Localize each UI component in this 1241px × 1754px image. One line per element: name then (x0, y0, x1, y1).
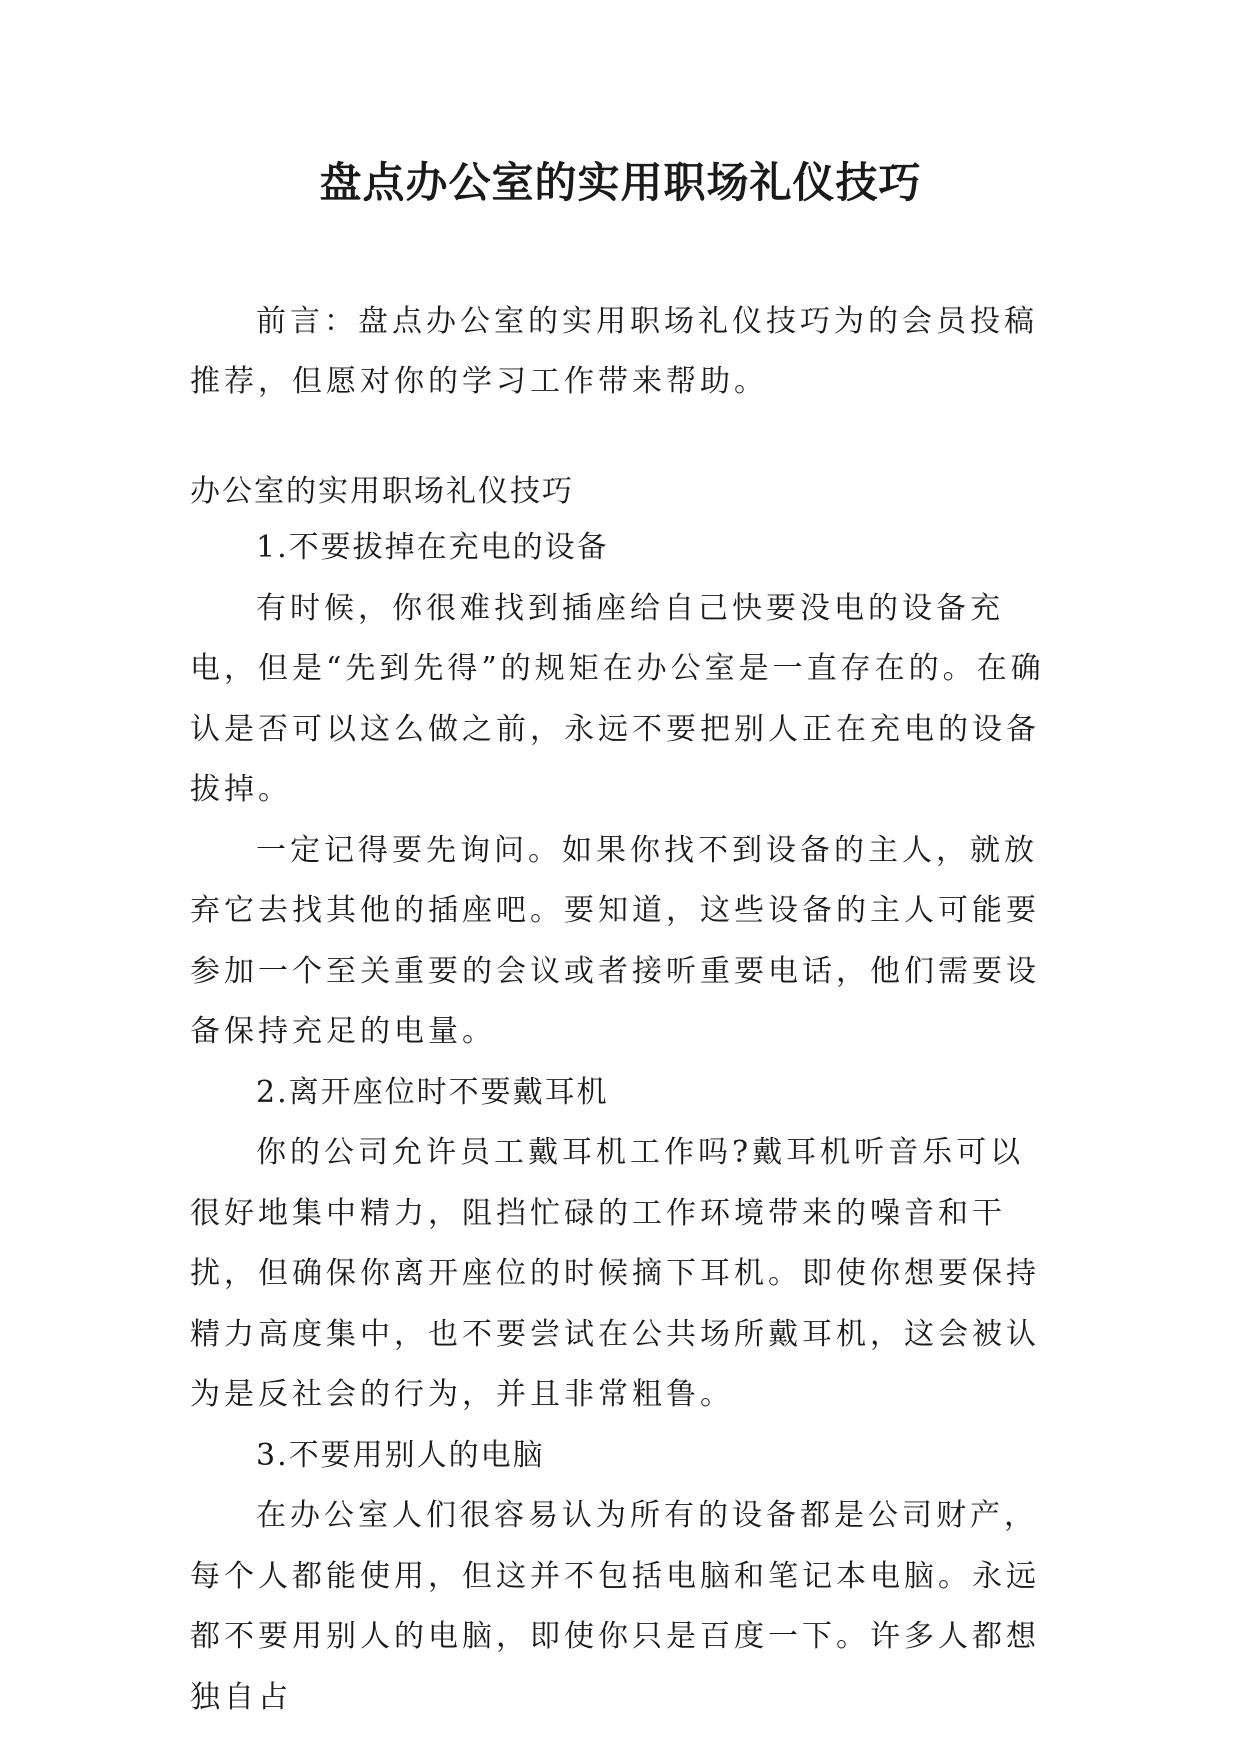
body-paragraph: 在办公室人们很容易认为所有的设备都是公司财产，每个人都能使用，但这并不包括电脑和笔记本电脑。永远都不要用别人的电脑，即使你只是百度一下。许多人都想独自占 (190, 1498, 1040, 1715)
document-body (190, 518, 1048, 1728)
body-paragraph: 一定记得要先询问。如果你找不到设备的主人，就放弃它去找其他的插座吧。要知道，这些设备的主人可能要参加一个至关重要的会议或者接听重要电话，他们需要设备保持充足的电量。 (190, 832, 1040, 1049)
body-paragraph: 你的公司允许员工戴耳机工作吗?戴耳机听音乐可以很好地集中精力，阻挡忙碌的工作环境带来的噪音和干扰，但确保你离开座位的时候摘下耳机。即使你想要保持精力高度集中，也不要尝试在公共场所戴耳机，这会被认为是反社会的行为，并且非常粗鲁。 (190, 1135, 1040, 1412)
section-heading: 办公室的实用职场礼仪技巧 (190, 474, 574, 509)
body-paragraph: 有时候，你很难找到插座给自己快要没电的设备充电，但是“先到先得”的规矩在办公室是一直存在的。在确认是否可以这么做之前，永远不要把别人正在充电的设备拔掉。 (190, 590, 1045, 807)
item-title-1: 1.不要拔掉在充电的设备 (256, 530, 609, 565)
document-title: 盘点办公室的实用职场礼仪技巧 (319, 158, 922, 207)
item-title-2: 2.离开座位时不要戴耳机 (256, 1074, 609, 1110)
preface-paragraph: 前言：盘点办公室的实用职场礼仪技巧为的会员投稿推荐，但愿对你的学习工作带来帮助。 (190, 304, 1038, 399)
item-title-3: 3.不要用别人的电脑 (256, 1437, 545, 1473)
